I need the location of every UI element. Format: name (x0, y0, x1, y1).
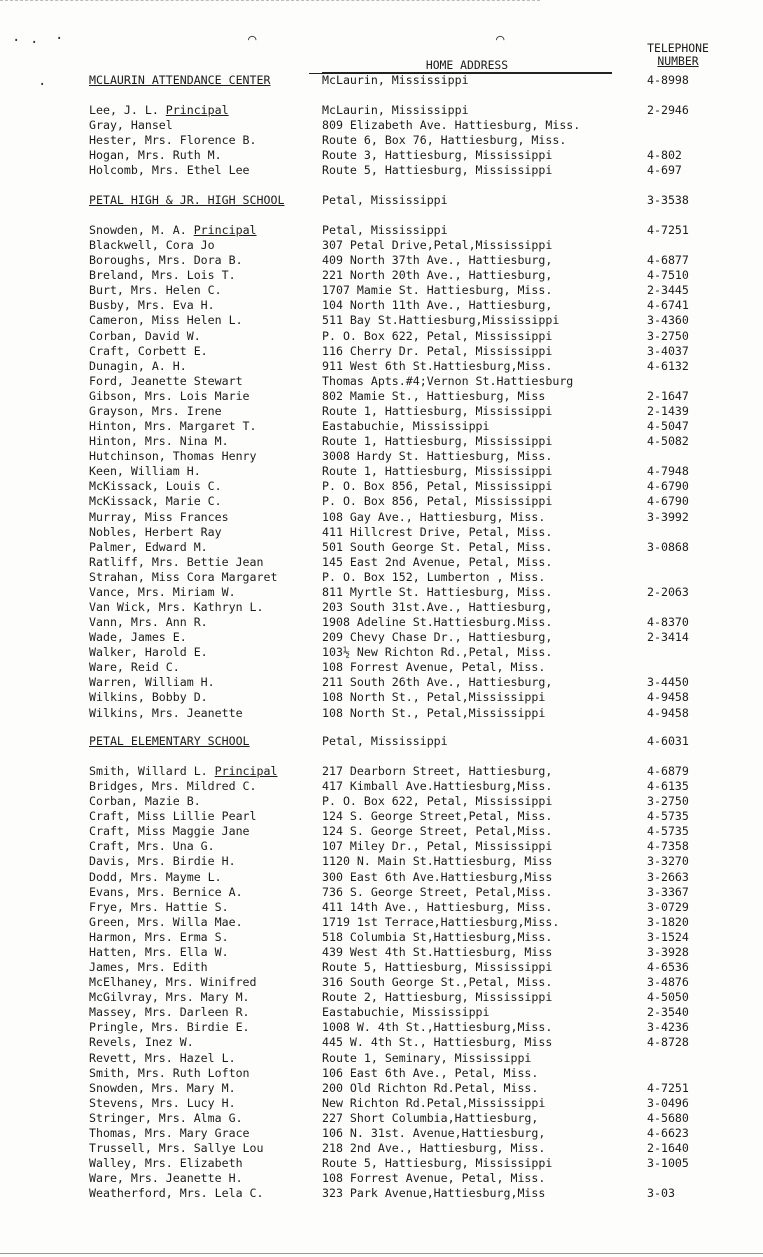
section-name: PETAL HIGH & JR. HIGH SCHOOL (89, 193, 285, 207)
staff-address: 108 Forrest Avenue, Petal, Miss. (322, 660, 546, 675)
staff-name: Hogan, Mrs. Ruth M. (89, 148, 222, 163)
staff-name: Ford, Jeanette Stewart (89, 373, 243, 388)
staff-address: P. O. Box 622, Petal, Mississippi (322, 328, 553, 343)
principal-title: Principal (193, 223, 257, 237)
staff-row (0, 525, 763, 540)
staff-name: Green, Mrs. Willa Mae. (89, 914, 243, 929)
staff-telephone: 4-8370 (647, 615, 689, 630)
section-address: Petal, Mississippi (322, 193, 448, 207)
staff-name: Wade, James E. (89, 630, 187, 645)
staff-row (0, 1171, 763, 1186)
staff-telephone: 4-8728 (647, 1035, 689, 1050)
staff-address: 124 S. George Street, Petal,Miss. (322, 824, 553, 839)
staff-address: P. O. Box 152, Lumberton , Miss. (322, 569, 546, 584)
staff-address: 124 S. George Street,Petal, Miss. (322, 809, 553, 824)
section-header-row (0, 193, 763, 208)
staff-name: McElhaney, Mrs. Winifred (89, 975, 257, 990)
staff-telephone: 4-6790 (647, 479, 689, 494)
column-header-telephone: TELEPHONE NUMBER (647, 41, 709, 68)
staff-address: Route 5, Hattiesburg, Mississippi (322, 1156, 553, 1171)
staff-name: Frye, Mrs. Hattie S. (89, 899, 229, 914)
staff-row (0, 764, 763, 779)
staff-name: Van Wick, Mrs. Kathryn L. (89, 600, 264, 614)
staff-telephone: 4-5735 (647, 824, 689, 839)
staff-row (0, 1186, 763, 1201)
staff-name: McKissack, Marie C. (89, 494, 222, 509)
staff-address: 203 South 31st.Ave., Hattiesburg, (322, 600, 553, 614)
staff-row (0, 103, 763, 118)
staff-name: Dunagin, A. H. (89, 358, 187, 373)
staff-name: Vance, Mrs. Miriam W. (89, 584, 236, 599)
staff-name: Wilkins, Mrs. Jeanette (89, 705, 243, 720)
staff-telephone: 3-2663 (647, 869, 689, 884)
staff-address: 116 Cherry Dr. Petal, Mississippi (322, 343, 553, 358)
section-address: McLaurin, Mississippi (322, 73, 469, 87)
principal-title: Principal (165, 103, 229, 117)
staff-row (0, 1051, 763, 1066)
staff-name: Nobles, Herbert Ray (89, 524, 222, 539)
staff-row (0, 329, 763, 344)
staff-row (0, 449, 763, 464)
staff-name: Hatten, Mrs. Ella W. (89, 944, 229, 959)
staff-row (0, 885, 763, 900)
staff-address: 200 Old Richton Rd.Petal, Miss. (322, 1080, 539, 1095)
staff-telephone: 3-3992 (647, 509, 689, 524)
staff-row (0, 706, 763, 721)
staff-address: McLaurin, Mississippi (322, 103, 469, 117)
staff-address: 736 S. George Street, Petal,Miss. (322, 884, 553, 899)
staff-row (0, 585, 763, 600)
staff-name: Revels, Inez W. (89, 1035, 194, 1050)
staff-telephone: 3-4450 (647, 675, 689, 690)
staff-row (0, 389, 763, 404)
staff-address: 209 Chevy Chase Dr., Hattiesburg, (322, 630, 553, 645)
bottom-edge-line (0, 1253, 763, 1254)
staff-telephone: 3-3270 (647, 854, 689, 869)
staff-address: P. O. Box 856, Petal, Mississippi (322, 479, 553, 494)
staff-address: 227 Short Columbia,Hattiesburg, (322, 1110, 539, 1125)
staff-row (0, 1035, 763, 1050)
staff-name: Pringle, Mrs. Birdie E. (89, 1020, 250, 1035)
scan-speck: . (12, 29, 21, 45)
staff-name: Thomas, Mrs. Mary Grace (89, 1125, 250, 1140)
staff-telephone: 3-03 (647, 1186, 675, 1201)
staff-telephone: 2-3540 (647, 1005, 689, 1020)
staff-telephone: 4-6135 (647, 779, 689, 794)
staff-name: Warren, William H. (89, 675, 215, 690)
staff-name: Hinton, Mrs. Margaret T. (89, 419, 257, 434)
staff-row (0, 960, 763, 975)
staff-name: Walley, Mrs. Elizabeth (89, 1156, 243, 1171)
staff-row (0, 344, 763, 359)
punch-mark: ⌒ (496, 31, 505, 47)
staff-address: 323 Park Avenue,Hattiesburg,Miss (322, 1186, 546, 1201)
staff-row (0, 133, 763, 148)
staff-row (0, 900, 763, 915)
staff-row (0, 1081, 763, 1096)
staff-telephone: 4-6879 (647, 764, 689, 778)
staff-address: 809 Elizabeth Ave. Hattiesburg, Miss. (322, 118, 581, 133)
staff-row (0, 600, 763, 615)
staff-row (0, 419, 763, 434)
staff-address: 1120 N. Main St.Hattiesburg, Miss (322, 854, 553, 869)
staff-address: 108 Forrest Avenue, Petal, Miss. (322, 1171, 546, 1186)
staff-name: Smith, Willard L. Principal (89, 764, 278, 778)
staff-name: Hinton, Mrs. Nina M. (89, 434, 229, 449)
staff-address: P. O. Box 856, Petal, Mississippi (322, 494, 553, 509)
staff-address: 1719 1st Terrace,Hattiesburg,Miss. (322, 914, 560, 929)
staff-address: Route 1, Hattiesburg, Mississippi (322, 434, 553, 449)
staff-address: 511 Bay St.Hattiesburg,Mississippi (322, 313, 560, 328)
staff-address: 107 Miley Dr., Petal, Mississippi (322, 839, 553, 854)
staff-name: Smith, Mrs. Ruth Lofton (89, 1065, 250, 1080)
staff-name: Revett, Mrs. Hazel L. (89, 1050, 236, 1065)
staff-row (0, 660, 763, 675)
staff-address: 106 N. 31st. Avenue,Hattiesburg, (322, 1125, 546, 1140)
staff-telephone: 4-7948 (647, 464, 689, 479)
staff-name: Breland, Mrs. Lois T. (89, 268, 236, 283)
staff-telephone: 3-2750 (647, 794, 689, 809)
staff-address: 211 South 26th Ave., Hattiesburg, (322, 675, 553, 690)
staff-row (0, 283, 763, 298)
staff-address: 439 West 4th St.Hattiesburg, Miss (322, 944, 553, 959)
staff-row (0, 540, 763, 555)
staff-telephone: 4-6536 (647, 960, 689, 975)
staff-telephone: 3-1524 (647, 929, 689, 944)
staff-address: Eastabuchie, Mississippi (322, 1005, 490, 1020)
staff-name: Grayson, Mrs. Irene (89, 403, 222, 418)
staff-address: Route 2, Hattiesburg, Mississippi (322, 990, 553, 1005)
staff-name: Corban, David W. (89, 328, 201, 343)
staff-address: P. O. Box 622, Petal, Mississippi (322, 794, 553, 809)
staff-row (0, 630, 763, 645)
staff-name: Busby, Mrs. Eva H. (89, 298, 215, 313)
staff-telephone: 4-6877 (647, 253, 689, 268)
staff-name: Holcomb, Mrs. Ethel Lee (89, 163, 250, 178)
staff-telephone: 4-9458 (647, 705, 689, 720)
staff-row (0, 510, 763, 525)
staff-row (0, 839, 763, 854)
staff-row (0, 1111, 763, 1126)
staff-address: 518 Columbia St,Hattiesburg,Miss. (322, 929, 553, 944)
staff-telephone: 4-9458 (647, 690, 689, 705)
section-telephone: 4-8998 (647, 73, 689, 87)
staff-address: Route 5, Hattiesburg, Mississippi (322, 960, 553, 975)
staff-name: Ware, Mrs. Jeanette H. (89, 1171, 243, 1186)
staff-row (0, 268, 763, 283)
staff-address: Route 5, Hattiesburg, Mississippi (322, 163, 553, 178)
section-name: MCLAURIN ATTENDANCE CENTER (89, 73, 271, 87)
staff-name: Vann, Mrs. Ann R. (89, 615, 208, 630)
staff-row (0, 854, 763, 869)
staff-telephone: 3-3367 (647, 884, 689, 899)
staff-row (0, 359, 763, 374)
staff-name: Stevens, Mrs. Lucy H. (89, 1095, 236, 1110)
staff-address: 108 North St., Petal,Mississippi (322, 690, 546, 705)
staff-name: Hutchinson, Thomas Henry (89, 449, 257, 464)
staff-address: 802 Mamie St., Hattiesburg, Miss (322, 388, 546, 403)
staff-row (0, 464, 763, 479)
staff-telephone: 4-6623 (647, 1125, 689, 1140)
staff-telephone: 4-7510 (647, 268, 689, 283)
staff-telephone: 4-7251 (647, 1080, 689, 1095)
staff-telephone: 2-2063 (647, 584, 689, 599)
staff-address: 409 North 37th Ave., Hattiesburg, (322, 253, 553, 268)
top-edge-line (0, 0, 540, 1)
staff-address: 221 North 20th Ave., Hattiesburg, (322, 268, 553, 283)
staff-row (0, 915, 763, 930)
staff-telephone: 4-6132 (647, 358, 689, 373)
staff-address: 217 Dearborn Street, Hattiesburg, (322, 764, 553, 778)
staff-telephone: 3-0868 (647, 539, 689, 554)
staff-row (0, 1141, 763, 1156)
staff-row (0, 404, 763, 419)
address-rule-line (309, 73, 612, 74)
staff-address: 108 Gay Ave., Hattiesburg, Miss. (322, 509, 546, 524)
staff-address: 411 Hillcrest Drive, Petal, Miss. (322, 524, 553, 539)
staff-telephone: 4-5735 (647, 809, 689, 824)
staff-name: Massey, Mrs. Darleen R. (89, 1005, 250, 1020)
staff-row (0, 690, 763, 705)
staff-row (0, 1156, 763, 1171)
staff-name: Dodd, Mrs. Mayme L. (89, 869, 222, 884)
staff-name: Harmon, Mrs. Erma S. (89, 929, 229, 944)
staff-telephone: 3-3928 (647, 944, 689, 959)
staff-address: 103½ New Richton Rd.,Petal, Miss. (322, 645, 553, 660)
section-header-row (0, 73, 763, 88)
staff-row (0, 374, 763, 389)
staff-name: Craft, Mrs. Una G. (89, 839, 215, 854)
staff-row (0, 990, 763, 1005)
staff-row (0, 1005, 763, 1020)
staff-address: 104 North 11th Ave., Hattiesburg, (322, 298, 553, 313)
staff-row (0, 298, 763, 313)
staff-address: 307 Petal Drive,Petal,Mississippi (322, 238, 553, 253)
staff-telephone: 3-0729 (647, 899, 689, 914)
staff-telephone: 4-5050 (647, 990, 689, 1005)
staff-telephone: 2-1439 (647, 403, 689, 418)
staff-row (0, 1020, 763, 1035)
staff-telephone: 4-802 (647, 148, 682, 163)
staff-telephone: 4-6790 (647, 494, 689, 509)
staff-name: Palmer, Edward M. (89, 539, 208, 554)
section-header-row (0, 734, 763, 749)
staff-telephone: 4-5680 (647, 1110, 689, 1125)
staff-name: Bridges, Mrs. Mildred C. (89, 779, 257, 794)
staff-address: 106 East 6th Ave., Petal, Miss. (322, 1065, 539, 1080)
staff-row (0, 163, 763, 178)
staff-row (0, 223, 763, 238)
staff-address: 417 Kimball Ave.Hattiesburg,Miss. (322, 779, 553, 794)
staff-address: 445 W. 4th St., Hattiesburg, Miss (322, 1035, 553, 1050)
staff-address: New Richton Rd.Petal,Mississippi (322, 1095, 546, 1110)
staff-row (0, 570, 763, 585)
staff-row (0, 1126, 763, 1141)
staff-address: 501 South George St. Petal, Miss. (322, 539, 553, 554)
column-header-address: HOME ADDRESS (322, 59, 612, 73)
staff-name: Snowden, M. A. Principal (89, 223, 257, 237)
staff-name: Murray, Miss Frances (89, 509, 229, 524)
staff-name: Corban, Mazie B. (89, 794, 201, 809)
staff-name: Snowden, Mrs. Mary M. (89, 1080, 236, 1095)
staff-name: Walker, Harold E. (89, 645, 208, 660)
staff-telephone: 3-4876 (647, 975, 689, 990)
staff-row (0, 118, 763, 133)
staff-row (0, 945, 763, 960)
staff-address: Route 1, Hattiesburg, Mississippi (322, 464, 553, 479)
staff-address: Route 1, Hattiesburg, Mississippi (322, 403, 553, 418)
staff-name: Craft, Miss Maggie Jane (89, 824, 250, 839)
staff-address: Route 3, Hattiesburg, Mississippi (322, 148, 553, 163)
staff-name: Blackwell, Cora Jo (89, 238, 215, 253)
staff-address: Route 1, Seminary, Mississippi (322, 1050, 532, 1065)
staff-row (0, 1066, 763, 1081)
staff-name: Stringer, Mrs. Alma G. (89, 1110, 243, 1125)
staff-name: Craft, Corbett E. (89, 343, 208, 358)
staff-row (0, 494, 763, 509)
staff-telephone: 4-5047 (647, 419, 689, 434)
staff-row (0, 930, 763, 945)
staff-address: 300 East 6th Ave.Hattiesburg,Miss (322, 869, 553, 884)
staff-address: 811 Myrtle St. Hattiesburg, Miss. (322, 584, 553, 599)
section-telephone: 4-6031 (647, 734, 689, 748)
staff-name: Davis, Mrs. Birdie H. (89, 854, 236, 869)
staff-address: Petal, Mississippi (322, 223, 448, 237)
staff-name: Cameron, Miss Helen L. (89, 313, 243, 328)
staff-row (0, 645, 763, 660)
staff-telephone: 2-1640 (647, 1141, 689, 1155)
staff-name: Gray, Hansel (89, 118, 173, 133)
staff-telephone: 3-0496 (647, 1095, 689, 1110)
staff-telephone: 2-2946 (647, 103, 689, 117)
scan-speck: . (38, 73, 47, 89)
staff-address: 316 South George St.,Petal, Miss. (322, 975, 553, 990)
staff-row (0, 148, 763, 163)
staff-name: Evans, Mrs. Bernice A. (89, 884, 243, 899)
staff-telephone: 4-6741 (647, 298, 689, 313)
staff-name: McGilvray, Mrs. Mary M. (89, 990, 250, 1005)
staff-address: Eastabuchie, Mississippi (322, 419, 490, 434)
staff-telephone: 3-4037 (647, 343, 689, 358)
staff-name: Keen, William H. (89, 464, 201, 479)
staff-telephone: 3-2750 (647, 328, 689, 343)
staff-telephone: 3-1005 (647, 1156, 689, 1171)
staff-row (0, 238, 763, 253)
staff-row (0, 615, 763, 630)
staff-address: 1008 W. 4th St.,Hattiesburg,Miss. (322, 1020, 553, 1035)
staff-address: 3008 Hardy St. Hattiesburg, Miss. (322, 449, 553, 464)
scan-speck: . (55, 27, 64, 43)
staff-row (0, 809, 763, 824)
staff-row (0, 434, 763, 449)
staff-telephone: 4-7251 (647, 223, 689, 237)
staff-address: 911 West 6th St.Hattiesburg,Miss. (322, 358, 553, 373)
staff-name: Gibson, Mrs. Lois Marie (89, 388, 250, 403)
scan-speck: . (30, 31, 39, 47)
principal-title: Principal (214, 764, 278, 778)
staff-row (0, 675, 763, 690)
section-name: PETAL ELEMENTARY SCHOOL (89, 734, 250, 748)
staff-telephone: 3-1820 (647, 914, 689, 929)
staff-row (0, 824, 763, 839)
staff-name: Weatherford, Mrs. Lela C. (89, 1186, 264, 1201)
staff-name: Ratliff, Mrs. Bettie Jean (89, 554, 264, 569)
staff-row (0, 253, 763, 268)
staff-telephone: 2-1647 (647, 388, 689, 403)
staff-row (0, 779, 763, 794)
staff-telephone: 4-7358 (647, 839, 689, 854)
staff-address: 1707 Mamie St. Hattiesburg, Miss. (322, 283, 553, 298)
staff-row (0, 313, 763, 328)
staff-name: Ware, Reid C. (89, 660, 180, 675)
staff-telephone: 3-4236 (647, 1020, 689, 1035)
staff-row (0, 1096, 763, 1111)
staff-name: Wilkins, Bobby D. (89, 690, 208, 705)
staff-name: Trussell, Mrs. Sallye Lou (89, 1141, 264, 1155)
staff-name: Strahan, Miss Cora Margaret (89, 569, 278, 584)
staff-name: Lee, J. L. Principal (89, 103, 229, 117)
staff-telephone: 4-5082 (647, 434, 689, 449)
staff-name: James, Mrs. Edith (89, 960, 208, 975)
staff-row (0, 479, 763, 494)
staff-address: 108 North St., Petal,Mississippi (322, 705, 546, 720)
section-address: Petal, Mississippi (322, 734, 448, 748)
staff-row (0, 555, 763, 570)
staff-address: Route 6, Box 76, Hattiesburg, Miss. (322, 133, 567, 148)
staff-name: Hester, Mrs. Florence B. (89, 133, 257, 148)
staff-address: 411 14th Ave., Hattiesburg, Miss. (322, 899, 553, 914)
punch-mark: ⌒ (248, 31, 257, 47)
staff-name: Boroughs, Mrs. Dora B. (89, 253, 243, 268)
staff-telephone: 4-697 (647, 163, 682, 178)
staff-name: McKissack, Louis C. (89, 479, 222, 494)
staff-telephone: 2-3445 (647, 283, 689, 298)
staff-telephone: 2-3414 (647, 630, 689, 645)
staff-address: 145 East 2nd Avenue, Petal, Miss. (322, 554, 553, 569)
staff-address: 1908 Adeline St.Hattiesburg.Miss. (322, 615, 553, 630)
staff-address: 218 2nd Ave., Hattiesburg, Miss. (322, 1141, 546, 1155)
staff-row (0, 794, 763, 809)
staff-name: Craft, Miss Lillie Pearl (89, 809, 257, 824)
staff-row (0, 975, 763, 990)
staff-telephone: 3-4360 (647, 313, 689, 328)
section-telephone: 3-3538 (647, 193, 689, 207)
staff-name: Burt, Mrs. Helen C. (89, 283, 222, 298)
staff-row (0, 870, 763, 885)
staff-address: Thomas Apts.#4;Vernon St.Hattiesburg (322, 373, 574, 388)
